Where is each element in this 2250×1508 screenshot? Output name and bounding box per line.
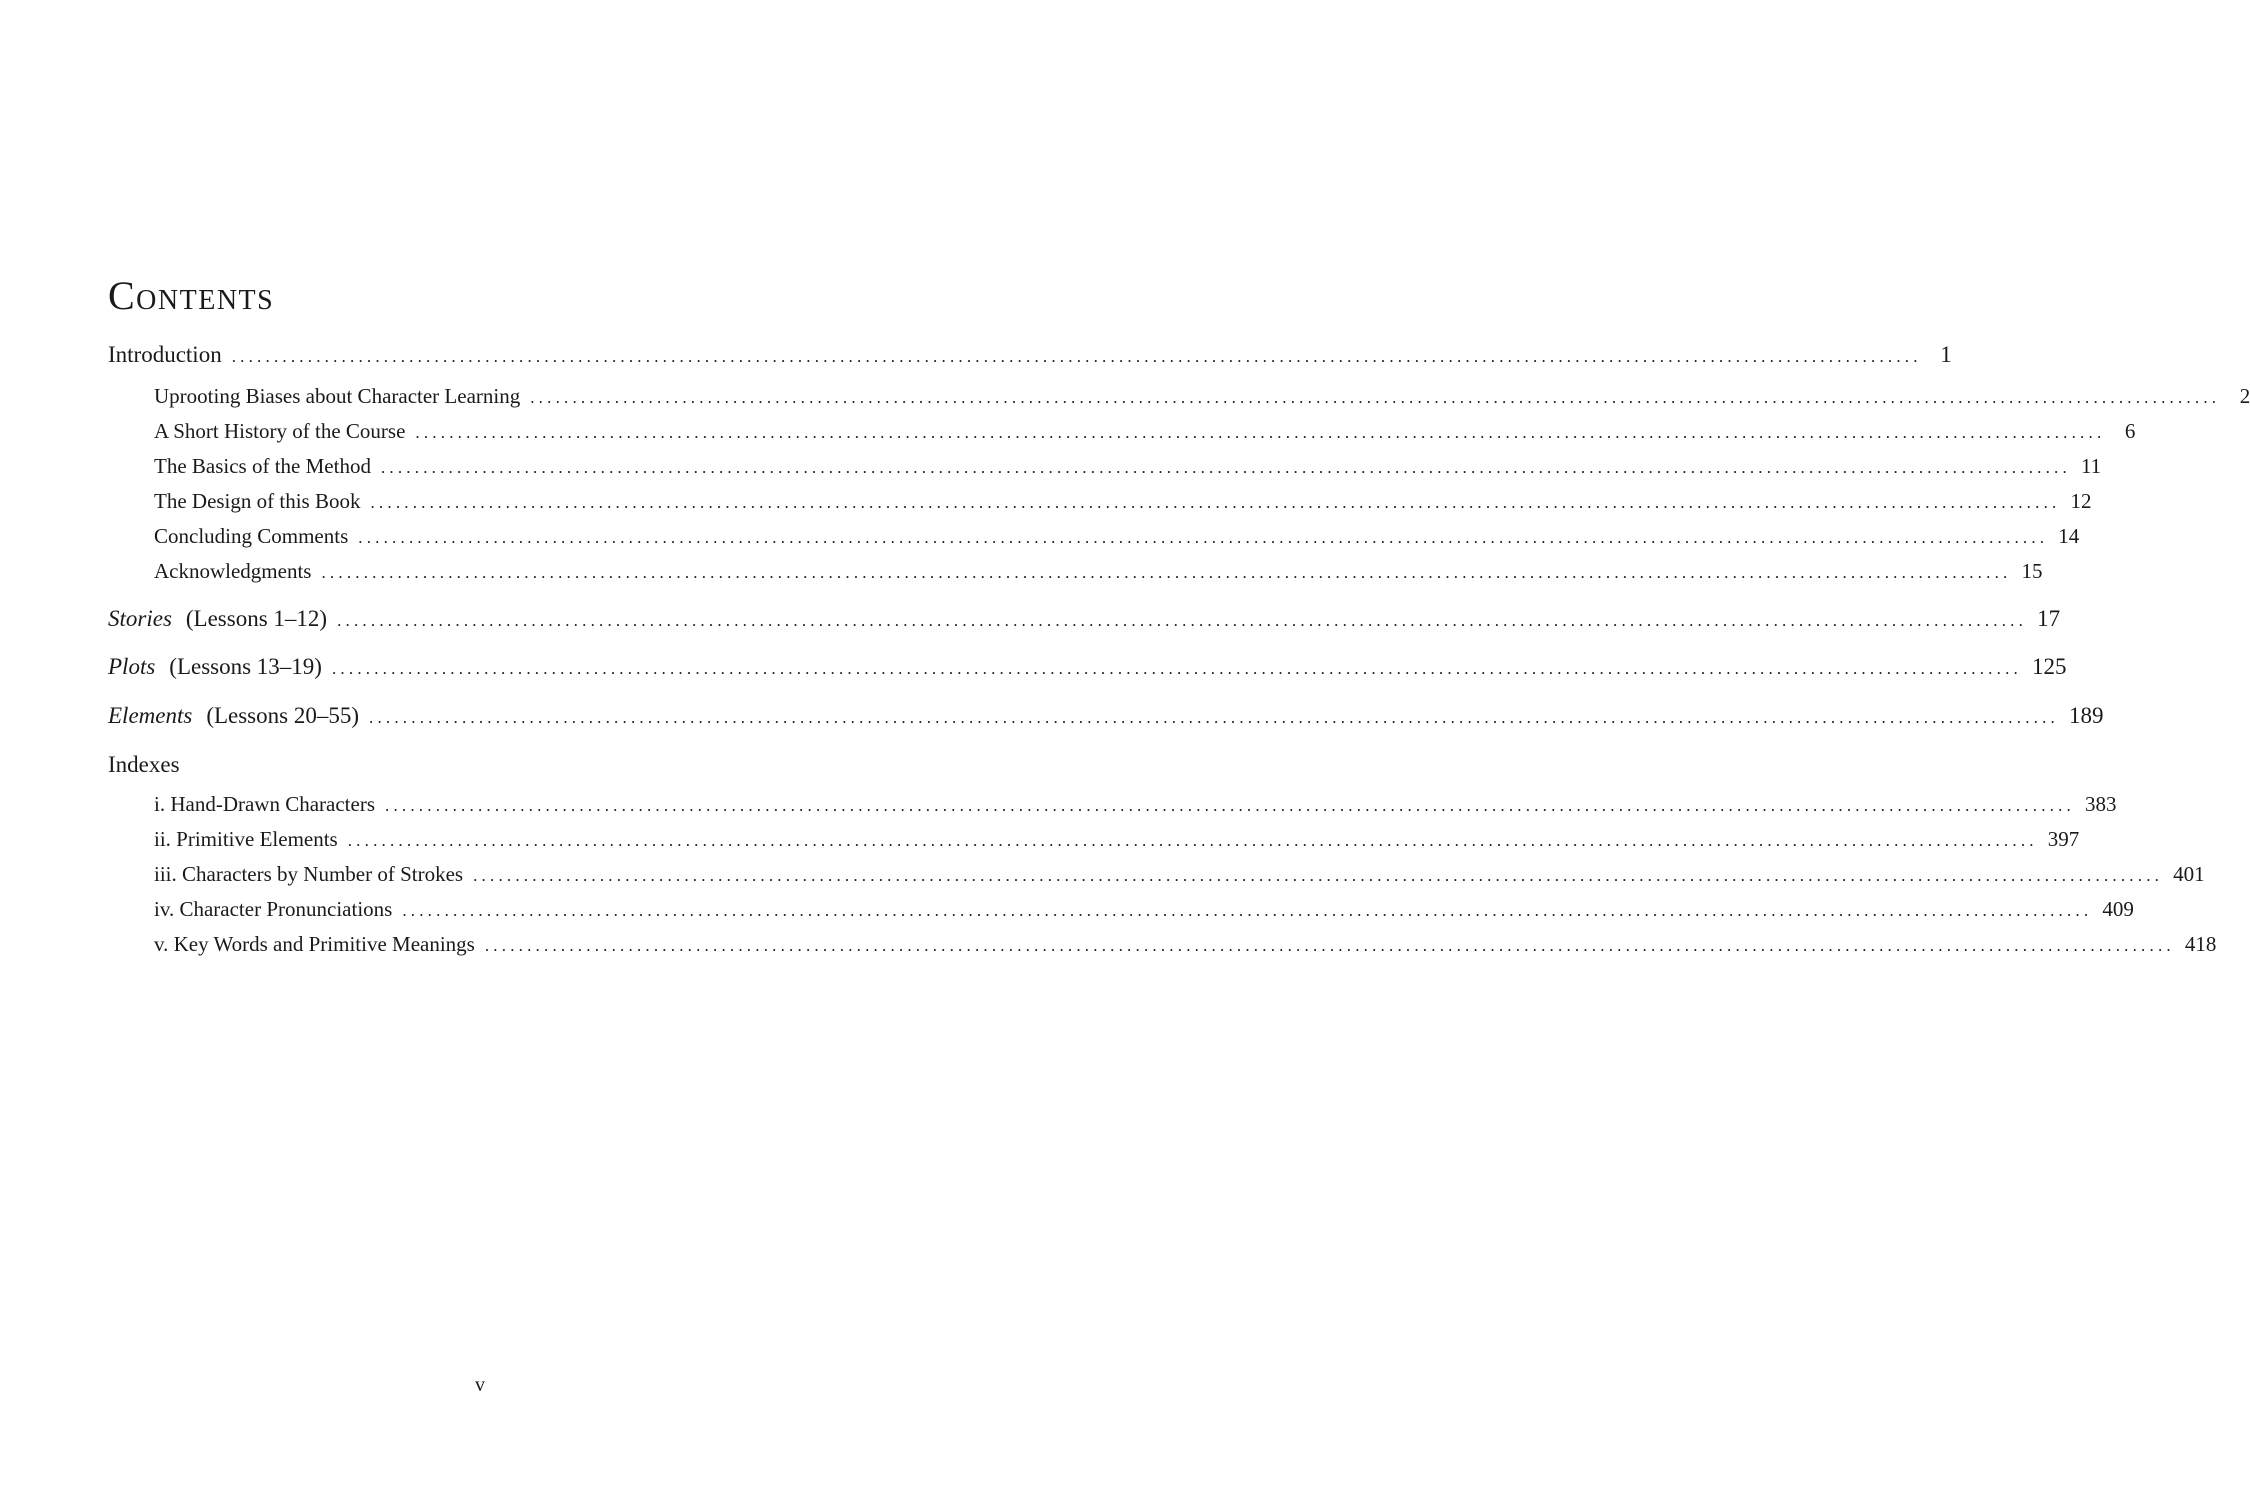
page-folio: v bbox=[475, 1374, 485, 1396]
dot-leader: ........................................................................................................................................................................................................ bbox=[231, 347, 1922, 366]
toc-entry-title: iv. Character Pronunciations bbox=[154, 897, 393, 921]
toc-page-number: 401 bbox=[2173, 862, 2205, 886]
toc-subentry[interactable] bbox=[154, 524, 2080, 554]
dot-leader: ........................................................................................................................................................................................................ bbox=[415, 423, 2106, 442]
toc-page-number: 189 bbox=[2069, 703, 2104, 728]
toc-page-number: 418 bbox=[2184, 932, 2217, 956]
toc-subentry[interactable] bbox=[154, 897, 2134, 927]
toc-entry-stories[interactable] bbox=[108, 606, 2061, 638]
toc-entry-title: Introduction bbox=[108, 342, 222, 367]
dot-leader: ........................................................................................................................................................................................................ bbox=[347, 831, 2038, 850]
part-lessons: (Lessons 20–55) bbox=[206, 703, 359, 728]
dot-leader: ........................................................................................................................................................................................................ bbox=[321, 563, 2012, 582]
toc-entry-title: Concluding Comments bbox=[154, 524, 349, 548]
toc-entry-title: Uprooting Biases about Character Learning bbox=[154, 384, 521, 408]
dot-leader: ........................................................................................................................................................................................................ bbox=[402, 901, 2093, 920]
toc-page-number: 409 bbox=[2102, 897, 2134, 921]
dot-leader: ........................................................................................................................................................................................................ bbox=[473, 866, 2164, 885]
toc-entry-elements[interactable] bbox=[108, 703, 2104, 735]
toc-entry-title: The Basics of the Method bbox=[154, 454, 371, 478]
toc-entry-indexes: Indexes bbox=[108, 752, 180, 777]
part-name: Stories bbox=[108, 606, 172, 631]
toc-entry-title: v. Key Words and Primitive Meanings bbox=[154, 932, 475, 956]
toc-subentry[interactable] bbox=[154, 932, 2217, 962]
toc-entry-title: iii. Characters by Number of Strokes bbox=[154, 862, 464, 886]
dot-leader: ........................................................................................................................................................................................................ bbox=[337, 611, 2028, 630]
toc-entry-introduction[interactable] bbox=[108, 342, 1952, 374]
dot-leader: ........................................................................................................................................................................................................ bbox=[380, 458, 2071, 477]
toc-subentry[interactable] bbox=[154, 419, 2136, 449]
toc-subentry[interactable] bbox=[154, 827, 2080, 857]
toc-entry-title: The Design of this Book bbox=[154, 489, 361, 513]
dot-leader: ........................................................................................................................................................................................................ bbox=[370, 493, 2061, 512]
toc-subentry[interactable] bbox=[154, 384, 2250, 414]
toc-page-number: 12 bbox=[2070, 489, 2092, 513]
toc-page-number: 14 bbox=[2058, 524, 2080, 548]
dot-leader: ........................................................................................................................................................................................................ bbox=[369, 708, 2059, 727]
toc-entry-title bbox=[108, 606, 327, 632]
dot-leader: ........................................................................................................................................................................................................ bbox=[385, 796, 2075, 815]
part-lessons: (Lessons 1–12) bbox=[185, 606, 328, 631]
toc-page-number: 6 bbox=[2124, 419, 2136, 443]
toc-page-number: 1 bbox=[1940, 342, 1952, 367]
toc-entry-title: A Short History of the Course bbox=[154, 419, 406, 443]
toc-entry-title: Acknowledgments bbox=[154, 559, 312, 583]
toc-entry-title: ii. Primitive Elements bbox=[154, 827, 338, 851]
toc-page-number: 397 bbox=[2047, 827, 2080, 851]
toc-entry-title: i. Hand-Drawn Characters bbox=[154, 792, 375, 816]
part-name: Plots bbox=[108, 654, 156, 679]
toc-entry-plots[interactable] bbox=[108, 654, 2067, 686]
toc-page-number: 125 bbox=[2031, 654, 2067, 679]
toc-page-number: 383 bbox=[2085, 792, 2117, 816]
toc-subentry[interactable] bbox=[154, 454, 2102, 484]
toc-page-number: 15 bbox=[2021, 559, 2043, 583]
toc-entry-title bbox=[108, 703, 359, 729]
toc-entry-title bbox=[108, 654, 322, 680]
toc-page-number: 2 bbox=[2239, 384, 2250, 408]
dot-leader: ........................................................................................................................................................................................................ bbox=[358, 528, 2049, 547]
toc-subentry[interactable] bbox=[154, 489, 2092, 519]
dot-leader: ........................................................................................................................................................................................................ bbox=[484, 936, 2175, 955]
dot-leader: ........................................................................................................................................................................................................ bbox=[331, 659, 2022, 678]
toc-page-number: 11 bbox=[2080, 454, 2102, 478]
part-lessons: (Lessons 13–19) bbox=[169, 654, 322, 679]
toc-subentry[interactable] bbox=[154, 559, 2043, 589]
toc-subentry[interactable] bbox=[154, 862, 2205, 892]
toc-page-number: 17 bbox=[2037, 606, 2061, 631]
contents-heading: Contents bbox=[108, 273, 275, 318]
dot-leader: ........................................................................................................................................................................................................ bbox=[530, 388, 2221, 407]
part-name: Elements bbox=[108, 703, 193, 728]
toc-subentry[interactable] bbox=[154, 792, 2117, 822]
